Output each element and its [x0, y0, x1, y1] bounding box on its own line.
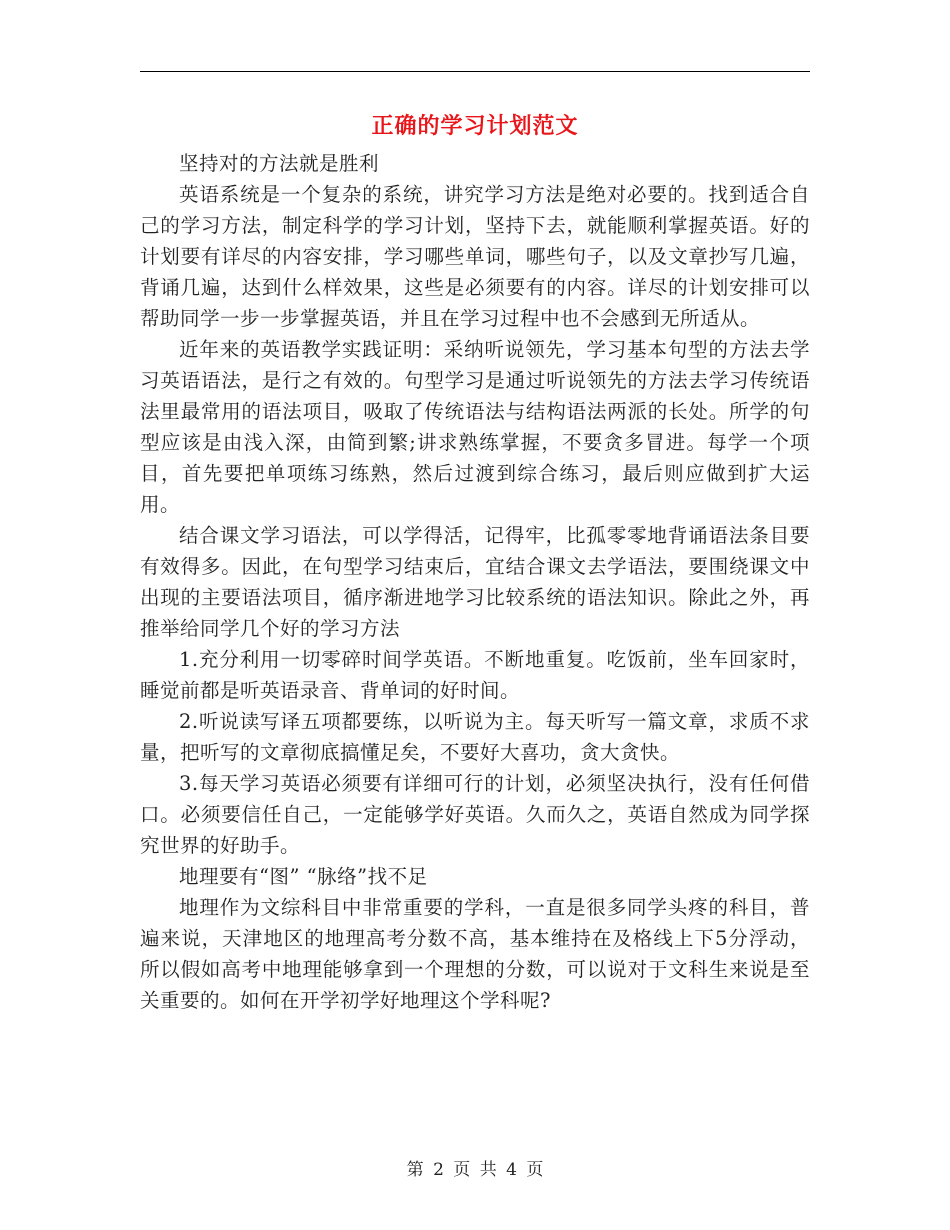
document-title: 正确的学习计划范文 — [371, 113, 579, 139]
document-body — [140, 148, 810, 1016]
list-item: 1.充分利用一切零碎时间学英语。不断地重复。吃饭前，坐车回家时，睡觉前都是听英语录音、背单词的好时间。 — [140, 648, 810, 702]
paragraph: 地理作为文综科目中非常重要的学科，一直是很多同学头疼的科目，普遍来说，天津地区的地理高考分数不高，基本维持在及格线上下5分浮动，所以假如高考中地理能够拿到一个理想的分数，可以说对于文科生来说是至关重要的。如何在开学初学好地理这个学科呢? — [140, 896, 810, 1012]
list-item: 3.每天学习英语必须要有详细可行的计划，必须坚决执行，没有任何借口。必须要信任自己，一定能够学好英语。久而久之，英语自然成为同学探究世界的好助手。 — [140, 772, 810, 857]
paragraph: 近年来的英语教学实践证明：采纳听说领先，学习基本句型的方法去学习英语语法，是行之有效的。句型学习是通过听说领先的方法去学习传统语法里最常用的语法项目，吸取了传统语法与结构语法两派的长处。所学的句型应该是由浅入深，由简到繁;讲求熟练掌握，不要贪多冒进。每学一个项目，首先要把单项练习练熟，然后过渡到综合练习，最后则应做到扩大运用。 — [140, 338, 810, 516]
list-item: 2.听说读写译五项都要练，以听说为主。每天听写一篇文章，求质不求量，把听写的文章彻底搞懂足矣，不要好大喜功，贪大贪快。 — [140, 710, 810, 764]
header-rule — [140, 71, 810, 72]
paragraph-heading-english: 坚持对的方法就是胜利 — [179, 152, 380, 175]
paragraph: 英语系统是一个复杂的系统，讲究学习方法是绝对必要的。找到适合自己的学习方法，制定科学的学习计划，坚持下去，就能顺利掌握英语。好的计划要有详尽的内容安排，学习哪些单词，哪些句子，以及文章抄写几遍，背诵几遍，达到什么样效果，这些是必须要有的内容。详尽的计划安排可以帮助同学一步一步掌握英语，并且在学习过程中也不会感到无所适从。 — [140, 183, 810, 330]
paragraph-heading-geography: 地理要有“图” “脉络”找不足 — [179, 865, 428, 888]
paragraph: 结合课文学习语法，可以学得活，记得牢，比孤零零地背诵语法条目要有效得多。因此，在句型学习结束后，宜结合课文去学语法，要围绕课文中出现的主要语法项目，循序渐进地学习比较系统的语法知识。除此之外，再推举给同学几个好的学习方法 — [140, 524, 810, 640]
page-number: 第 2 页 共 4 页 — [406, 1160, 544, 1180]
